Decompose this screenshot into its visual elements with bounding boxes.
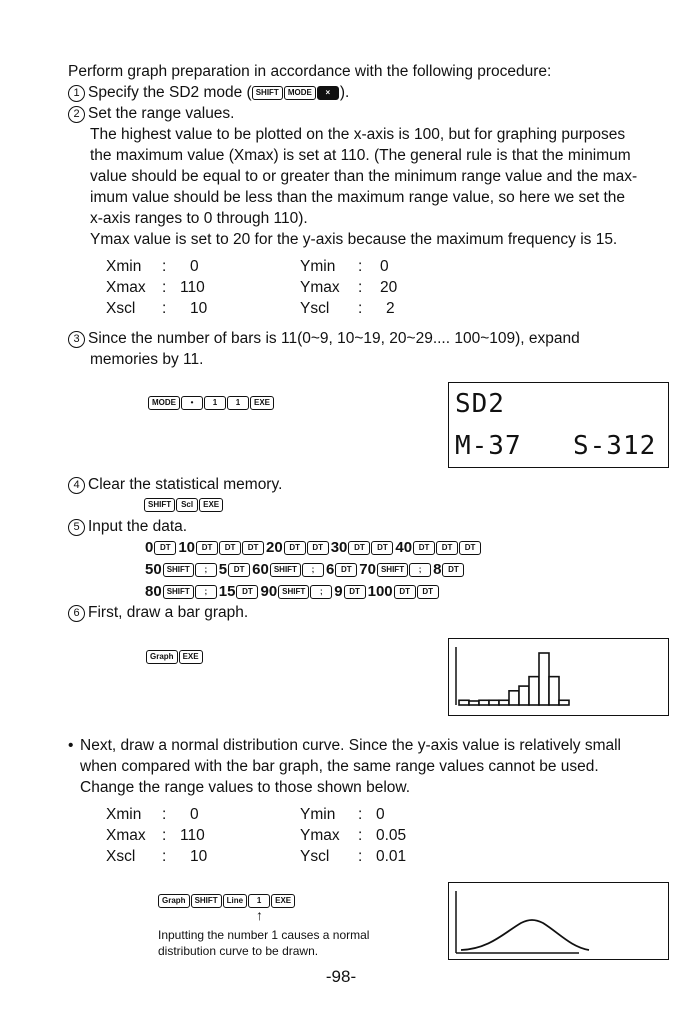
number-entry: 9 <box>334 583 343 600</box>
shift-key: SHIFT <box>144 498 175 512</box>
normal-curve-graph <box>449 883 668 959</box>
step-number: 1 <box>68 85 85 102</box>
number-entry: 0 <box>145 539 154 556</box>
number-entry: 15 <box>218 583 236 600</box>
dt-key: DT <box>196 541 218 555</box>
paragraph-line: when compared with the bar graph, the same range values cannot be used. <box>80 758 599 775</box>
mode-key: MODE <box>148 396 180 410</box>
bar-graph <box>449 639 668 715</box>
bar <box>559 700 569 705</box>
number-entry: 30 <box>330 539 348 556</box>
lcd-line-1: SD2 <box>455 389 505 419</box>
number-entry: 70 <box>359 561 376 578</box>
bar <box>469 701 479 705</box>
next-paragraph <box>80 735 621 798</box>
shift-key: SHIFT <box>163 585 194 599</box>
one-key: 1 <box>248 894 270 908</box>
step-3-keys <box>148 394 275 412</box>
exe-key: EXE <box>250 396 274 410</box>
number-entry: 5 <box>218 561 228 578</box>
dt-key: DT <box>154 541 176 555</box>
number-entry: 8 <box>433 561 442 578</box>
dt-key: DT <box>335 563 357 577</box>
step-number: 6 <box>68 605 85 622</box>
paragraph-line: Change the range values to those shown below. <box>80 779 411 796</box>
step-6-keys <box>146 648 204 666</box>
dt-key: DT <box>417 585 439 599</box>
dt-key: DT <box>371 541 393 555</box>
number-entry: 60 <box>252 561 269 578</box>
bar <box>509 691 519 705</box>
note-line-2: distribution curve to be drawn. <box>158 944 319 958</box>
semicolon-key: ; <box>409 563 431 577</box>
step-2-title: 2 Set the range values. <box>68 103 235 124</box>
dt-key: DT <box>219 541 241 555</box>
dt-key: DT <box>228 563 250 577</box>
dt-key: DT <box>236 585 258 599</box>
bar <box>529 677 539 705</box>
dt-key: DT <box>348 541 370 555</box>
lcd-memory-size: S-312 <box>573 431 657 461</box>
step-number: 3 <box>68 331 85 348</box>
step-5: 5 Input the data. <box>68 516 187 537</box>
number-entry: 20 <box>266 539 283 556</box>
dt-key: DT <box>413 541 435 555</box>
dt-key: DT <box>436 541 458 555</box>
step-6: 6 First, draw a bar graph. <box>68 602 248 623</box>
exe-key: EXE <box>179 650 203 664</box>
step-3-line2: memories by 11. <box>90 351 204 368</box>
key-sequence-2 <box>144 561 465 578</box>
graph-key: Graph <box>158 894 190 908</box>
bar <box>539 653 549 705</box>
step-4: 4 Clear the statistical memory. <box>68 474 282 495</box>
line-key: Line <box>223 894 247 908</box>
paragraph-line: the maximum value (Xmax) is set at 110. (The general rule is that the minimum <box>90 147 631 164</box>
lcd-display-sd2 <box>448 382 669 468</box>
bar <box>549 677 559 705</box>
step-number: 5 <box>68 519 85 536</box>
number-entry: 40 <box>395 539 413 556</box>
semicolon-key: ; <box>195 585 217 599</box>
page-number: -98- <box>325 967 357 986</box>
lcd-normal-curve <box>448 882 669 960</box>
lcd-bar-graph <box>448 638 669 716</box>
shift-key: SHIFT <box>191 894 222 908</box>
bar <box>489 700 499 705</box>
paragraph-line: x-axis ranges to 0 through 110). <box>90 210 308 227</box>
step-number: 4 <box>68 477 85 494</box>
bar <box>479 700 489 705</box>
paragraph-line: The highest value to be plotted on the x-axis is 100, but for graphing purposes <box>90 126 626 143</box>
dt-key: DT <box>307 541 329 555</box>
scl-key: Scl <box>176 498 198 512</box>
range-table-2: Xmin : 0 Ymin : 0 Xmax : 110 Ymax : 0.05 Xscl : 10 Yscl : 0.01 <box>106 805 407 865</box>
semicolon-key: ; <box>310 585 332 599</box>
dt-key: DT <box>242 541 264 555</box>
number-entry: 50 <box>145 561 162 578</box>
dot-key: • <box>181 396 203 410</box>
number-entry: 100 <box>367 583 393 600</box>
exe-key: EXE <box>271 894 295 908</box>
multiply-key: × <box>317 86 339 100</box>
bar <box>519 686 529 705</box>
note-line-1: Inputting the number 1 causes a normal <box>158 928 370 942</box>
step-4-keys <box>144 496 224 514</box>
shift-key: SHIFT <box>377 563 408 577</box>
number-entry: 10 <box>178 539 196 556</box>
exe-key: EXE <box>199 498 223 512</box>
next-bullet: • <box>68 737 74 754</box>
dt-key: DT <box>442 563 464 577</box>
arrow-up-icon: ↑ <box>256 907 263 923</box>
mode-key: MODE <box>284 86 316 100</box>
paragraph-line: imum value should be less than the maximum range value, so here we set the <box>90 189 626 206</box>
intro-text: Perform graph preparation in accordance with the following procedure: <box>68 63 552 80</box>
step-1: 1 Specify the SD2 mode ( SHIFT MODE × ). <box>68 82 349 103</box>
normal-curve <box>461 920 589 950</box>
step-3: 3 Since the number of bars is 11(0~9, 10~19, 20~29.... 100~109), expand <box>68 328 580 349</box>
paragraph-line: value should be equal to or greater than the minimum range value and the max- <box>90 168 638 185</box>
step-number: 2 <box>68 106 85 123</box>
paragraph-line: Ymax value is set to 20 for the y-axis because the maximum frequency is 15. <box>90 231 618 248</box>
dt-key: DT <box>394 585 416 599</box>
number-entry: 80 <box>145 583 162 600</box>
shift-key: SHIFT <box>163 563 194 577</box>
paragraph-line: Next, draw a normal distribution curve. Since the y-axis value is relatively small <box>80 737 621 754</box>
one-key: 1 <box>204 396 226 410</box>
dt-key: DT <box>344 585 366 599</box>
graph-key: Graph <box>146 650 178 664</box>
curve-keys <box>158 892 296 910</box>
one-key: 1 <box>227 396 249 410</box>
dt-key: DT <box>459 541 481 555</box>
dt-key: DT <box>284 541 306 555</box>
lcd-memory: M-37 <box>455 431 522 461</box>
key-sequence-1 <box>144 539 482 556</box>
bar <box>499 700 509 705</box>
bar <box>459 700 469 705</box>
range-table-1: Xmin : 0 Ymin : 0 Xmax : 110 Ymax : 20 Xscl : 10 Yscl : 2 <box>106 257 398 317</box>
shift-key: SHIFT <box>278 585 309 599</box>
shift-key: SHIFT <box>252 86 283 100</box>
number-entry: 90 <box>260 583 278 600</box>
number-entry: 6 <box>325 561 335 578</box>
key-sequence-3 <box>144 583 440 600</box>
step-2-body <box>90 124 637 250</box>
semicolon-key: ; <box>195 563 217 577</box>
semicolon-key: ; <box>302 563 324 577</box>
shift-key: SHIFT <box>270 563 301 577</box>
